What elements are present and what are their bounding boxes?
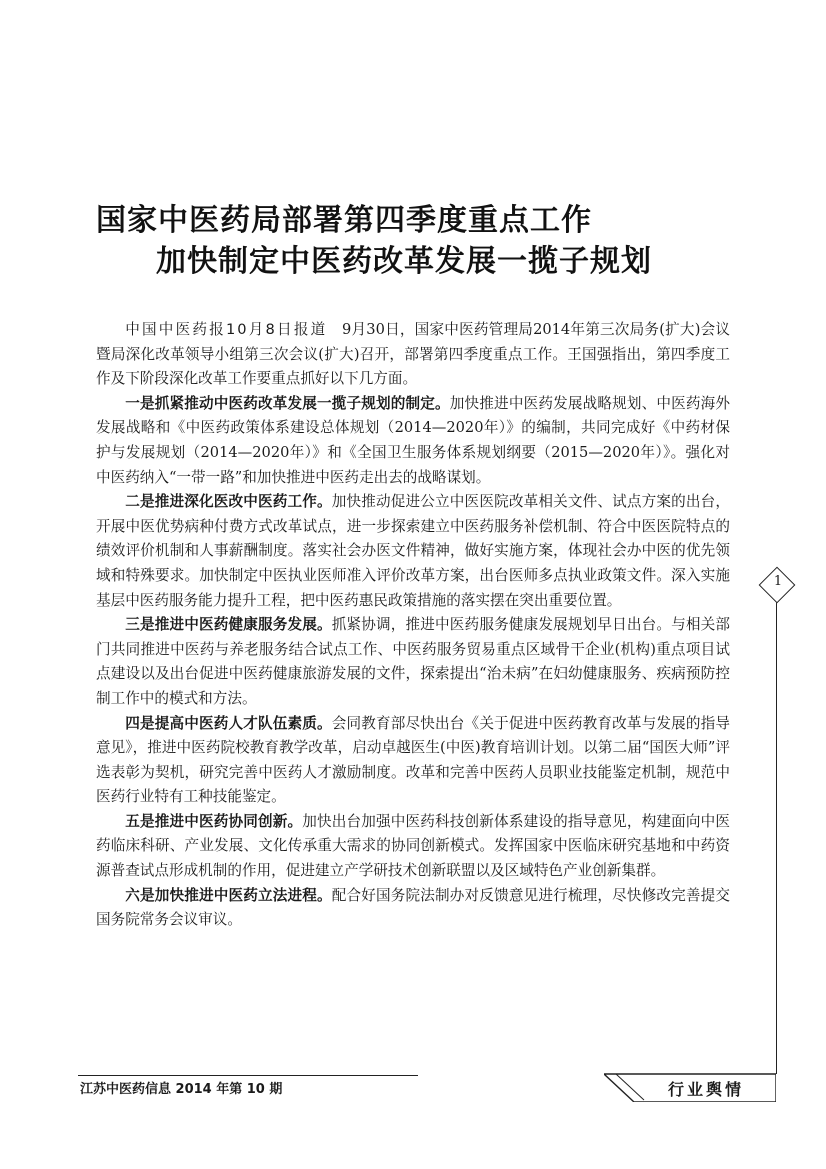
item-heading: 四是提高中医药人才队伍素质。 (125, 714, 332, 732)
item-heading: 一是抓紧推动中医药改革发展一揽子规划的制定。 (125, 394, 450, 412)
article-title-line1: 国家中医药局部署第四季度重点工作 (96, 203, 592, 238)
item-heading: 五是推进中医药协同创新。 (125, 812, 303, 830)
lead-text: 9月30日，国家中医药管理局2014年第三次局务(扩大)会议暨局深化改革领导小组第三次会议(扩大)召开，部署第四季度重点工作。王国强指出，第四季度工作及下阶段深化改革工作要重点抓好以下几方面。 (96, 321, 730, 388)
paragraph-item-6 (96, 884, 730, 933)
footer-rule (78, 1075, 418, 1076)
footer-section-label: 行业舆情 (668, 1080, 745, 1099)
paragraph-item-5 (96, 810, 730, 884)
item-heading: 六是加快推进中医药立法进程。 (125, 886, 332, 904)
item-text: 抓紧协调，推进中医药服务健康发展规划早日出台。与相关部门共同推进中医药与养老服务结合试点工作、中医药服务贸易重点区域骨干企业(机构)重点项目试点建设以及出台促进中医药健康旅游发展的文件，探索提出“治未病”在妇幼健康服务、疾病预防控制工作中的模式和方法。 (96, 616, 730, 707)
page-number: 1 (773, 574, 783, 589)
lead-source: 中国中医药报10月8日报道 (125, 321, 328, 338)
item-text: 会同教育部尽快出台《关于促进中医药教育改革与发展的指导意见》，推进中医药院校教育教学改革，启动卓越医生(中医)教育培训计划。以第二届“国医大师”评选表彰为契机，研究完善中医药人才激励制度。改革和完善中医药人员职业技能鉴定机制，规范中医药行业特有工种技能鉴定。 (96, 714, 730, 806)
article-body (96, 318, 730, 933)
article-title-line2: 加快制定中医药改革发展一揽子规划 (156, 244, 652, 279)
paragraph-item-1 (96, 392, 730, 490)
lead-paragraph (96, 318, 730, 392)
margin-rule (776, 594, 777, 1074)
paragraph-item-3 (96, 613, 730, 711)
item-heading: 二是推进深化医改中医药工作。 (125, 493, 332, 511)
item-text: 加快推进中医药发展战略规划、中医药海外发展战略和《中医药政策体系建设总体规划（2014—2020年）》的编制，共同完成好《中药材保护与发展规划（2014—2020年）》和《全国卫生服务体系规划纲要（2015—2020年）》。强化对中医药纳入“一带一路”和加快推进中医药走出去的战略谋划。 (96, 394, 730, 486)
item-text: 加快出台加强中医药科技创新体系建设的指导意见，构建面向中医药临床科研、产业发展、文化传承重大需求的协同创新模式。发挥国家中医临床研究基地和中药资源普查试点形成机制的作用，促进建立产学研技术创新联盟以及区域特色产业创新集群。 (96, 812, 730, 880)
paragraph-item-4 (96, 712, 730, 810)
item-heading: 三是推进中医药健康服务发展。 (125, 616, 332, 634)
footer-journal: 江苏中医药信息 2014 年第 10 期 (80, 1082, 283, 1097)
item-text: 加快推动促进公立中医医院改革相关文件、试点方案的出台，开展中医优势病种付费方式改革试点，进一步探索建立中医药服务补偿机制、符合中医医院特点的绩效评价机制和人事薪酬制度。落实社会办医文件精神，做好实施方案，体现社会办中医的优先领域和特殊要求。加快制定中医执业医师准入评价改革方案，出台医师多点执业政策文件。深入实施基层中医药服务能力提升工程，把中医药惠民政策措施的落实摆在突出重要位置。 (96, 493, 730, 609)
item-text: 配合好国务院法制办对反馈意见进行梳理，尽快修改完善提交国务院常务会议审议。 (96, 886, 730, 929)
paragraph-item-2 (96, 490, 730, 613)
